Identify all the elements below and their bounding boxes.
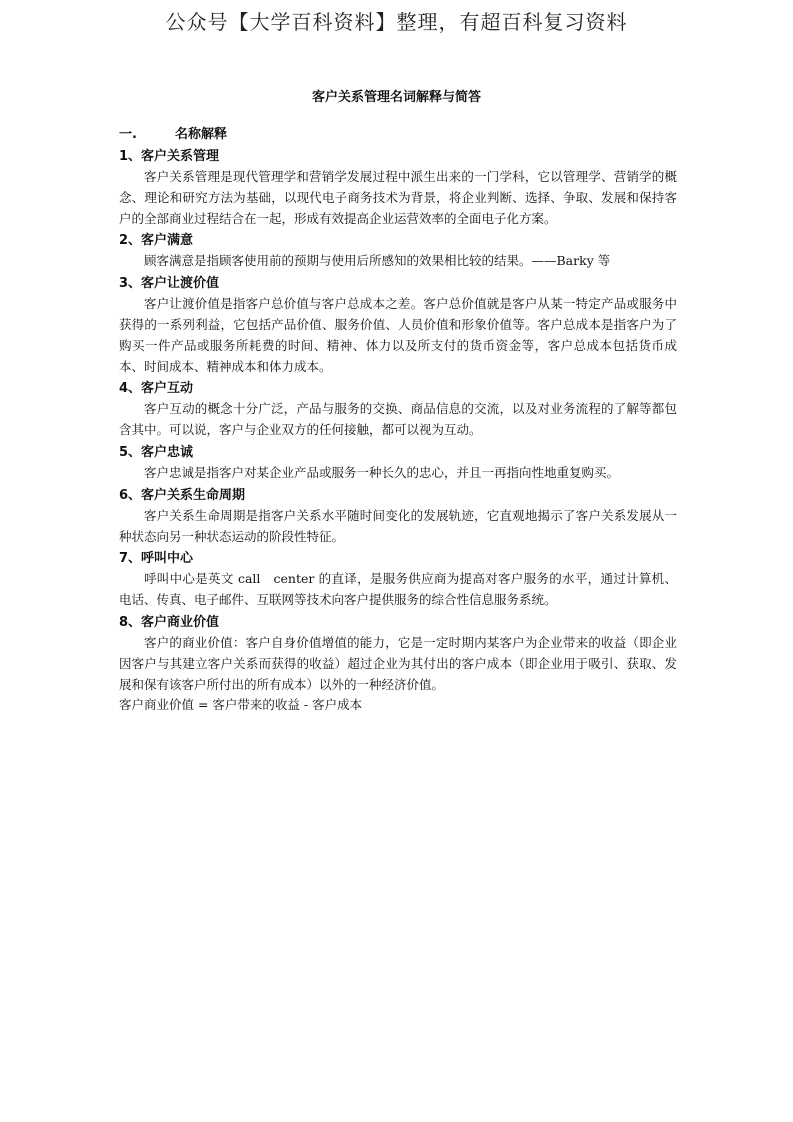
term-entry — [119, 548, 677, 611]
document-title: 客户关系管理名词解释与简答 — [311, 90, 481, 105]
term-heading: 7、呼叫中心 — [119, 551, 194, 567]
term-definition: 客户关系生命周期是指客户关系水平随时间变化的发展轨迹，它直观地揭示了客户关系发展从一种状态向另一种状态运动的阶段性特征。 — [119, 507, 677, 544]
term-definition: 客户的商业价值：客户自身价值增值的能力，它是一定时期内某客户为企业带来的收益（即企业因客户与其建立客户关系而获得的收益）超过企业为其付出的客户成本（即企业用于吸引、获取、发展和保有该客户所付出的所有成本）以外的一种经济价值。 — [119, 634, 677, 692]
term-heading: 2、客户满意 — [119, 233, 194, 249]
term-entry — [119, 442, 677, 484]
term-heading: 5、客户忠诚 — [119, 444, 194, 460]
section-title: 名称解释 — [175, 127, 228, 142]
term-heading: 1、客户关系管理 — [119, 149, 220, 164]
term-definition: 客户让渡价值是指客户总价值与客户总成本之差。客户总价值就是客户从某一特定产品或服务中获得的一系列利益，它包括产品价值、服务价值、人员价值和形象价值等。客户总成本是指客户为了购买一件产品或服务所耗费的时间、精神、体力以及所支付的货币资金等，客户总成本包括货币成本、时间成本、精神成本和体力成本。 — [119, 296, 677, 374]
term-heading: 3、客户让渡价值 — [119, 276, 220, 292]
term-definition: 呼叫中心是英文 call center 的直译，是服务供应商为提高对客户服务的水平，通过计算机、电话、传真、电子邮件、互联网等技术向客户提供服务的综合性信息服务系统。 — [119, 571, 677, 608]
term-entry — [119, 378, 677, 441]
term-entry — [119, 612, 677, 695]
term-entry — [119, 230, 677, 272]
term-definition: 客户忠诚是指客户对某企业产品或服务一种长久的忠心，并且一再指向性地重复购买。 — [144, 464, 620, 480]
term-entry — [119, 146, 677, 229]
term-heading: 4、客户互动 — [119, 381, 194, 397]
term-heading: 6、客户关系生命周期 — [119, 487, 246, 503]
term-definition: 客户关系管理是现代管理学和营销学发展过程中派生出来的一门学科，它以管理学、营销学的概念、理论和研究方法为基础，以现代电子商务技术为背景，将企业判断、选择、争取、发展和保持客户的全部商业过程结合在一起，形成有效提高企业运营效率的全面电子化方案。 — [119, 169, 677, 226]
section-number: 一. — [119, 127, 137, 142]
value-formula: 客户商业价值 = 客户带来的收益 - 客户成本 — [119, 697, 363, 713]
term-entry — [119, 273, 677, 377]
page-header: 公众号【大学百科资料】整理，有超百科复习资料 — [165, 10, 628, 34]
document-body — [119, 124, 677, 716]
section-heading — [119, 124, 677, 145]
term-entry — [119, 485, 677, 548]
term-heading: 8、客户商业价值 — [119, 614, 220, 630]
term-definition: 顾客满意是指顾客使用前的预期与使用后所感知的效果相比较的结果。——Barky 等 — [144, 253, 611, 269]
term-definition: 客户互动的概念十分广泛，产品与服务的交换、商品信息的交流，以及对业务流程的了解等都包含其中。可以说，客户与企业双方的任何接触，都可以视为互动。 — [119, 401, 677, 438]
